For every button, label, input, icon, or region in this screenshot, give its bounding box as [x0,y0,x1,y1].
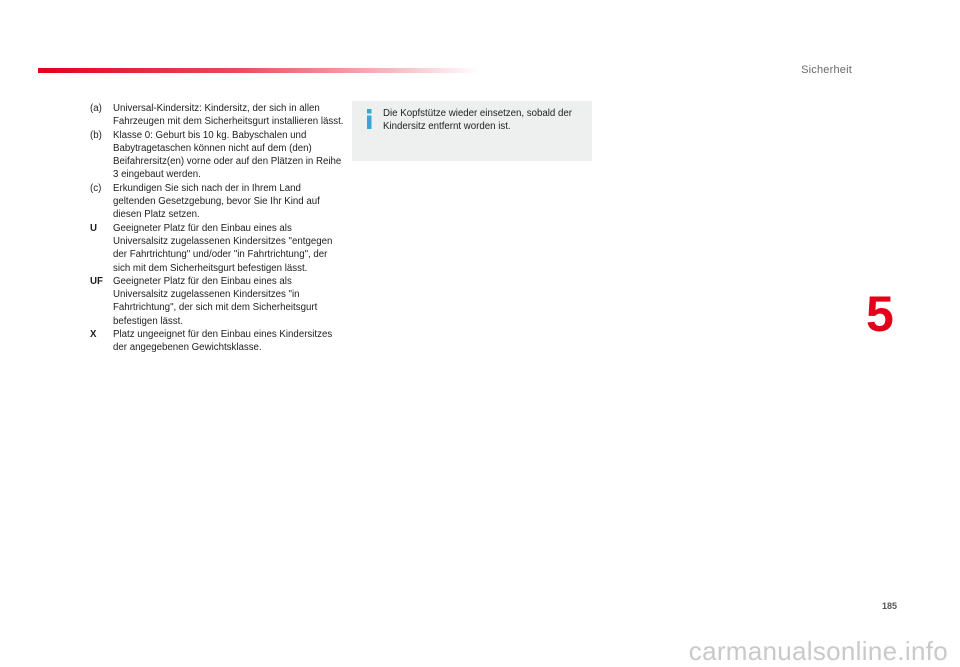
definition-text: Universal-Kindersitz: Kindersitz, der sich in allen Fahrzeugen mit dem Sicherheitsgurt installieren lässt. [113,103,344,128]
definition-text: Klasse 0: Geburt bis 10 kg. Babyschalen und Babytragetaschen können nicht auf dem (den) Beifahrersitz(en) vorne oder auf den Plätzen in Reihe 3 eingebaut werden. [113,129,342,181]
definition-item [90,328,345,355]
definition-term: (a) [90,103,102,114]
info-box [352,101,592,161]
watermark: carmanualsonline.info [688,636,948,666]
page-number: 185 [882,601,898,611]
definition-text: Platz ungeeignet für den Einbau eines Kindersitzes der angegebenen Gewichtsklasse. [113,329,333,354]
definitions-list [90,102,345,355]
definition-item [90,222,345,275]
header-accent-bar [38,68,480,73]
definition-text: Erkundigen Sie sich nach der in Ihrem Land geltenden Gesetzgebung, bevor Sie Ihr Kind auf diesen Platz setzen. [113,182,320,221]
info-icon [360,109,378,129]
definition-item [90,129,345,182]
definition-text: Geeigneter Platz für den Einbau eines als Universalsitz zugelassenen Kindersitzes "entgegen der Fahrtrichtung" und/oder "in Fahrtrichtung", der sich mit dem Sicherheitsgurt befestigen lässt. [113,222,333,274]
definition-text: Geeigneter Platz für den Einbau eines als Universalsitz zugelassenen Kindersitzes "in Fahrtrichtung", der sich mit dem Sicherheitsgurt befestigen lässt. [113,275,318,327]
definition-item [90,275,345,328]
definition-term: UF [90,275,103,287]
definition-item [90,182,345,222]
definition-term: X [90,329,97,341]
info-text: Die Kopfstütze wieder einsetzen, sobald der Kindersitz entfernt worden ist. [383,108,573,133]
definition-item [90,102,345,129]
definition-term: (b) [90,129,102,141]
definition-term: (c) [90,182,102,194]
section-title: Sicherheit [801,64,852,76]
definition-term: U [90,222,97,234]
chapter-number: 5 [866,286,894,342]
